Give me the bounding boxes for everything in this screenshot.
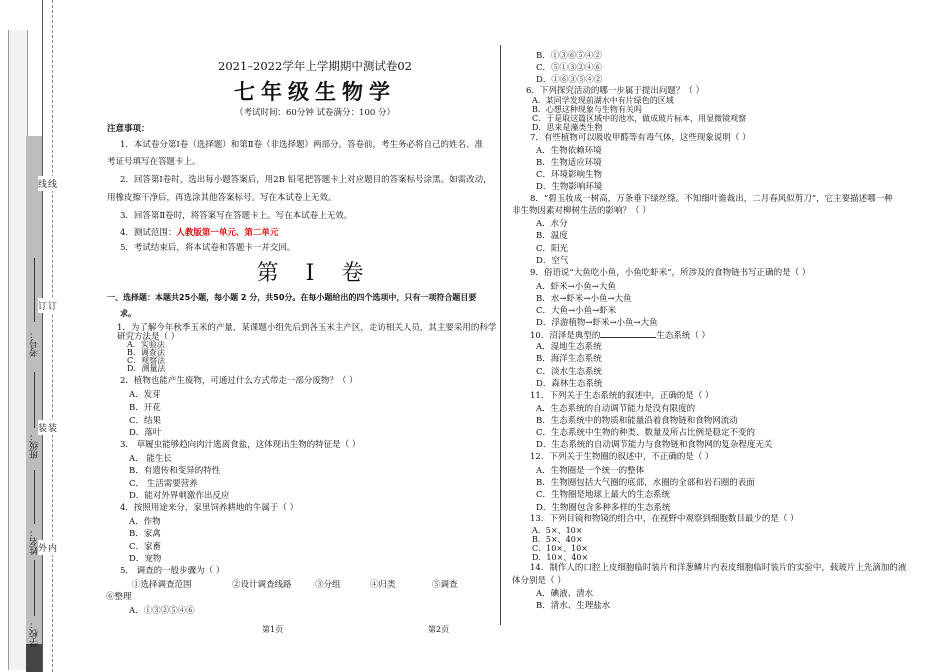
option[interactable]: A．5×、10×: [532, 526, 583, 535]
option[interactable]: C．10×、10×: [532, 544, 588, 553]
option[interactable]: C．⑤①③②④⑥: [536, 63, 603, 73]
option[interactable]: B．生物圈包括大气圈的底部，水圈的全部和岩石圈的表面: [536, 478, 755, 488]
section-instruction: 一、选择题：本题共25小题，每小题 2 分，共50分。在每小题给出的四个选项中，只有一项符合题目要: [107, 293, 477, 302]
option[interactable]: B．5×、40×: [532, 535, 583, 544]
survey-step: ⑤调查: [432, 580, 458, 590]
question-stem: 6．下列探究活动的哪一步属于提出问题？（ ）: [526, 86, 705, 96]
option[interactable]: B．开花: [129, 403, 161, 413]
question-stem: 研究方法是（ ）: [117, 332, 180, 342]
option[interactable]: C．结果: [129, 416, 162, 426]
option[interactable]: D．落叶: [129, 428, 162, 438]
option[interactable]: A．碘液、清水: [536, 589, 594, 599]
note-4-prefix: 4．测试范围：: [120, 228, 177, 238]
binding-strip: [0, 0, 58, 672]
question-stem: 8．“碧玉妆成一树高，万条垂下绿丝绦。不知细叶谁裁出，二月春风似剪刀”，它主要描述哪一种: [530, 194, 893, 204]
option[interactable]: C．环境影响生物: [536, 170, 603, 180]
option[interactable]: C．生态系统中生物的种类、数量及所占比例是稳定不变的: [536, 428, 756, 438]
option[interactable]: C．家畜: [129, 542, 162, 552]
binding-dashed-line: [52, 0, 53, 672]
option[interactable]: D．生态系统的自动调节能力与食物链和食物网的复杂程度无关: [536, 440, 773, 450]
name-blank[interactable]: [34, 470, 35, 524]
binding-char: 线: [38, 176, 47, 191]
option[interactable]: B．调查法: [127, 348, 165, 357]
option[interactable]: B．心想这种现象与生物有关吗: [532, 105, 642, 114]
class-blank[interactable]: [34, 372, 35, 428]
option[interactable]: A．生态系统的自动调节能力是没有限度的: [536, 404, 696, 414]
option[interactable]: D．生物影响环境: [536, 182, 603, 192]
option[interactable]: A． 能生长: [129, 454, 172, 464]
option[interactable]: A．①③②⑤④⑥: [129, 606, 195, 616]
question-stem: 2．植物也能产生废物，可通过什么方式带走一部分废物？（ ）: [120, 376, 358, 386]
option[interactable]: A．虾米→小鱼→大鱼: [536, 282, 616, 292]
exam-number-blank[interactable]: [34, 258, 35, 322]
question-stem: 11．下列关于生态系统的叙述中，正确的是（ ）: [530, 391, 714, 401]
option[interactable]: D．①⑥③⑤④②: [536, 75, 603, 85]
option[interactable]: D．宠物: [129, 554, 162, 564]
option[interactable]: A．生物依赖环境: [536, 146, 602, 156]
survey-step: ②设计调查线路: [232, 580, 292, 590]
option[interactable]: B．①③⑥⑤④②: [536, 51, 602, 61]
page-number-left: 第1页: [262, 625, 284, 634]
question-stem: [530, 329, 710, 342]
option[interactable]: C．生物圈是地球上最大的生态系统: [536, 490, 671, 500]
note-line: 2．回答第Ⅰ卷时，选出每小题答案后，用2B 铅笔把答题卡上对应题目的答案标号涂黑。如需改动，: [120, 175, 492, 185]
q10-blank[interactable]: [600, 329, 656, 338]
subject-title: 七年级生物学: [234, 79, 396, 104]
option[interactable]: A．水分: [536, 219, 568, 229]
binding-char: 订: [38, 298, 47, 313]
note-line-5: 5．考试结束后，将本试卷和答题卡一并交回。: [120, 243, 296, 253]
page-divider: [500, 45, 501, 625]
q10-prefix: 10．沼泽是典型的: [530, 331, 601, 341]
binding-char: 装: [38, 420, 47, 435]
page-number-right: 第2页: [428, 625, 450, 634]
note-line-4: [120, 228, 278, 239]
binding-char-inner: 装: [48, 420, 57, 435]
option[interactable]: C．阳光: [536, 244, 569, 254]
question-stem: 14．制作人的口腔上皮细胞临时装片和洋葱鳞片内表皮细胞临时装片的实验中，载玻片上先滴加的液: [530, 563, 907, 573]
exam-title: 2021–2022学年上学期期中测试卷02: [218, 59, 412, 73]
question-stem: 7．有些植物可以吸收甲醛等有毒气体，这些现象说明（ ）: [530, 133, 751, 143]
question-stem: 4．按照用途来分，家里饲养耕地的牛属于（ ）: [120, 503, 299, 513]
survey-step: ③分组: [315, 580, 341, 590]
option[interactable]: D．10×、40×: [532, 553, 589, 562]
note-line: 用橡皮擦干净后，再选涂其他答案标号。写在本试卷上无效。: [107, 193, 337, 203]
class-label: 班级：: [30, 432, 40, 459]
question-stem: 9．俗语说“大鱼吃小鱼，小鱼吃虾米”，所涉及的食物链书写正确的是（ ）: [530, 268, 811, 278]
option[interactable]: B．生物适应环境: [536, 158, 602, 168]
question-stem: 非生物因素对柳树生活的影响？（ ）: [512, 206, 651, 216]
school-blank[interactable]: [34, 560, 35, 616]
question-stem: 5． 调查的一般步骤为（ ）: [120, 566, 225, 576]
option[interactable]: D．森林生态系统: [536, 379, 603, 389]
option[interactable]: A．湿地生态系统: [536, 342, 602, 352]
school-label: 学校：: [30, 620, 40, 647]
option[interactable]: A．生物圈是一个统一的整体: [536, 466, 645, 476]
option[interactable]: A．发芽: [129, 390, 161, 400]
option[interactable]: C．观察法: [127, 356, 166, 365]
question-stem: 3． 草履虫能够趋向肉汁逃离食盐，这体现出生物的特征是（ ）: [120, 440, 361, 450]
option[interactable]: D．空气: [536, 256, 569, 266]
survey-step: ①选择调查范围: [132, 580, 192, 590]
option[interactable]: A．实验法: [127, 340, 165, 349]
note-line: 3．回答第Ⅱ卷时，将答案写在答题卡上。写在本试卷上无效。: [120, 211, 353, 221]
option[interactable]: D．测量法: [127, 364, 166, 373]
binding-char-inner: 内: [48, 540, 57, 555]
option[interactable]: C． 生活需要营养: [129, 479, 198, 489]
option[interactable]: D．思来是藻类生物: [532, 123, 603, 132]
option[interactable]: D．生物圈包含多种多样的生态系统: [536, 503, 671, 513]
option[interactable]: A．作物: [129, 517, 161, 527]
name-label: 姓名：: [30, 528, 40, 555]
note-line: 1．本试卷分第Ⅰ卷（选择题）和第Ⅱ卷（非选择题）两部分。答卷前，考生务必将自己的姓名、准: [120, 140, 484, 150]
notes-heading: 注意事项：: [107, 124, 150, 134]
option[interactable]: B．有遗传和变异的特性: [129, 466, 221, 476]
question-stem: 13．下列目镜和物镜的组合中，在视野中观察到细胞数目最少的是（ ）: [530, 514, 799, 524]
option[interactable]: B．水→虾米→小鱼→大鱼: [536, 294, 632, 304]
option[interactable]: C．于是取这篇区域中的池水，做成玻片标本，用显微镜观察: [532, 114, 747, 123]
option[interactable]: B．家禽: [129, 529, 161, 539]
option[interactable]: B．生态系统中的物质和能量沿着食物链和食物网流动: [536, 416, 738, 426]
exam-info: （考试时间：60分钟 试卷满分：100 分）: [235, 108, 395, 118]
test-range: 人教版第一单元、第二单元: [176, 228, 279, 238]
survey-step: ⑥整理: [106, 592, 132, 602]
binding-strip-dark: [26, 644, 42, 672]
option[interactable]: C．大鱼→小鱼→虾米: [536, 306, 617, 316]
note-line: 考证号填写在答题卡上。: [107, 157, 201, 167]
option[interactable]: B．海洋生态系统: [536, 354, 602, 364]
binding-char-inner: 订: [48, 298, 57, 313]
binding-solid-line: [42, 0, 43, 672]
survey-step: ④归类: [370, 580, 396, 590]
option[interactable]: C．淡水生态系统: [536, 367, 603, 377]
question-stem: 1．为了解今年秋季玉米的产量，某课题小组先后到各玉米主产区，走访相关人员，其主要采用的科学: [117, 323, 497, 333]
section-instruction-2: 求。: [120, 309, 136, 318]
binding-char: 外: [38, 540, 47, 555]
option[interactable]: B．温度: [536, 231, 568, 241]
option[interactable]: A．某同学发现前湖水中有片绿色的区域: [532, 96, 674, 105]
binding-strip-light: [8, 30, 28, 670]
question-stem: 12．下列关于生物圈的叙述中，不正确的是（ ）: [530, 452, 714, 462]
option[interactable]: D．能对外界刺激作出反应: [129, 491, 230, 501]
part1-title: 第 Ⅰ 卷: [256, 261, 374, 286]
question-stem: 体分别是（ ）: [512, 576, 566, 586]
exam-number-label: 考号：: [30, 330, 40, 357]
binding-char-inner: 线: [48, 176, 57, 191]
option[interactable]: D．浮游植物→虾米→小鱼→大鱼: [536, 318, 658, 328]
option[interactable]: B．清水、生理盐水: [536, 601, 611, 611]
q10-suffix: 生态系统（ ）: [656, 331, 711, 341]
